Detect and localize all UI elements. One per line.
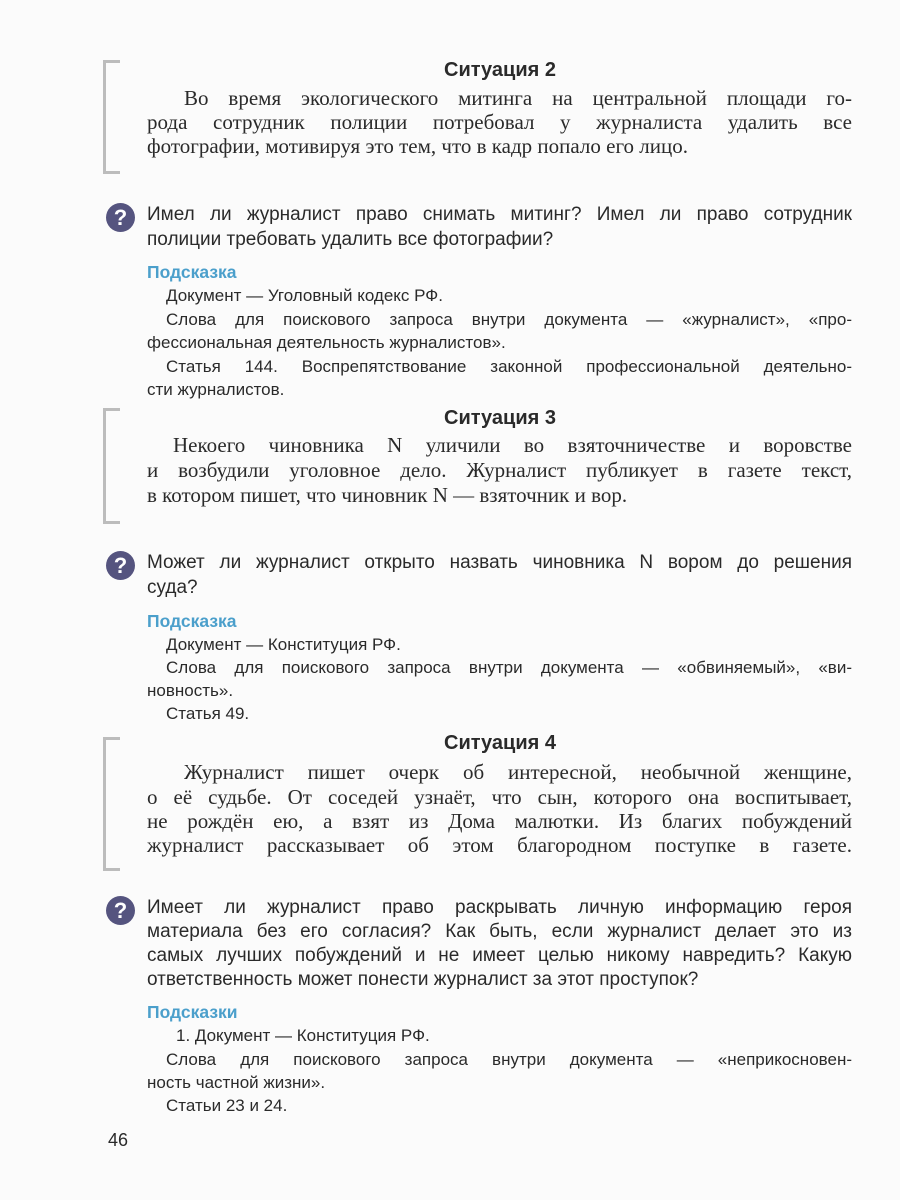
situation-text-line: Во время экологического митинга на центральной площади го-: [184, 86, 852, 110]
situation-text-line: Некоего чиновника N уличили во взяточничестве и воровстве: [173, 433, 852, 457]
situation-title: Ситуация 2: [444, 59, 556, 81]
hint-label: Подсказка: [147, 262, 237, 282]
situation-text-line: журналист рассказывает об этом благородном поступке в газете.: [147, 833, 852, 857]
question-text-line: суда?: [147, 577, 198, 598]
hint-label: Подсказка: [147, 611, 237, 631]
hint-text-line: Документ — Конституция РФ.: [166, 635, 401, 654]
question-icon: ?: [106, 203, 135, 232]
hint-text-line: Документ — Уголовный кодекс РФ.: [166, 286, 443, 305]
question-icon: ?: [106, 551, 135, 580]
situation-text-line: не рождён ею, а взят из Дома малютки. Из благих побуждений: [147, 809, 852, 833]
question-text-line: Имел ли журналист право снимать митинг? Имел ли право сотрудник: [147, 204, 852, 225]
question-text-line: полиции требовать удалить все фотографии?: [147, 229, 554, 250]
hint-label: Подсказки: [147, 1002, 238, 1022]
hint-text-line: Статья 144. Воспрепятствование законной профессиональной деятельно-: [166, 357, 852, 376]
situation-title: Ситуация 3: [444, 407, 556, 429]
hint-text-line: Слова для поискового запроса внутри документа — «обвиняемый», «ви-: [166, 658, 852, 677]
hint-text-line: новность».: [147, 681, 234, 700]
question-text-line: ответственность может понести журналист за этот проступок?: [147, 969, 699, 990]
hint-text-line: Статьи 23 и 24.: [166, 1096, 288, 1115]
question-text-line: Может ли журналист открыто назвать чиновника N вором до решения: [147, 552, 852, 573]
question-icon: ?: [106, 896, 135, 925]
situation-text-line: о её судьбе. От соседей узнаёт, что сын, которого она воспитывает,: [147, 785, 852, 809]
hint-text-line: Слова для поискового запроса внутри документа — «журналист», «про-: [166, 310, 852, 329]
situation-text-line: фотографии, мотивируя это тем, что в кадр попало его лицо.: [147, 134, 688, 158]
situation-text-line: рода сотрудник полиции потребовал у журналиста удалить все: [147, 110, 852, 134]
bracket-decoration: [103, 737, 120, 871]
situation-text-line: и возбудили уголовное дело. Журналист публикует в газете текст,: [147, 458, 852, 482]
question-text-line: материала без его согласия? Как быть, если журналист делает это из: [147, 921, 852, 942]
hint-text-line: 1. Документ — Конституция РФ.: [176, 1026, 430, 1045]
page-number: 46: [108, 1130, 129, 1150]
hint-text-line: фессиональная деятельность журналистов».: [147, 333, 506, 352]
hint-text-line: Статья 49.: [166, 704, 250, 723]
situation-text-line: Журналист пишет очерк об интересной, необычной женщине,: [184, 760, 852, 784]
hint-text-line: Слова для поискового запроса внутри документа — «неприкосновен-: [166, 1050, 852, 1069]
bracket-decoration: [103, 60, 120, 174]
bracket-decoration: [103, 408, 120, 524]
situation-title: Ситуация 4: [444, 732, 556, 754]
situation-text-line: в котором пишет, что чиновник N — взяточник и вор.: [147, 483, 628, 507]
hint-text-line: сти журналистов.: [147, 380, 285, 399]
question-text-line: Имеет ли журналист право раскрывать личную информацию героя: [147, 897, 852, 918]
question-text-line: самых лучших побуждений и не имеет целью никому навредить? Какую: [147, 945, 852, 966]
hint-text-line: ность частной жизни».: [147, 1073, 326, 1092]
